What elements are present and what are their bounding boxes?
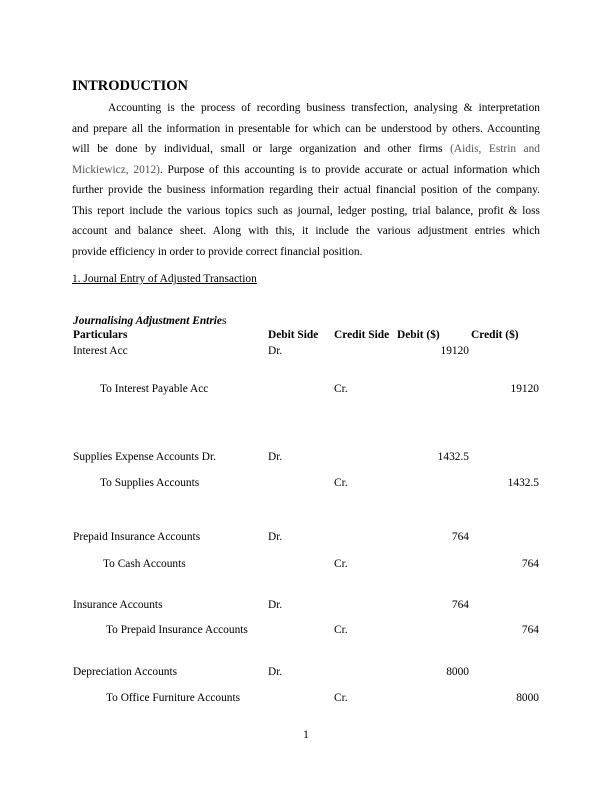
row-debit: 764	[451, 599, 469, 611]
row-particulars: Supplies Expense Accounts Dr.	[73, 451, 216, 463]
row-particulars: To Cash Accounts	[103, 558, 186, 570]
row-side: Cr.	[334, 383, 348, 395]
intro-line: and prepare all the information in presentable for which can be understood by others. Accounting	[72, 122, 540, 135]
row-side: Dr.	[268, 666, 283, 678]
row-credit: 19120	[510, 383, 539, 395]
row-particulars: Insurance Accounts	[73, 599, 163, 611]
table-caption: Journalising Adjustment Entries	[73, 315, 227, 327]
row-debit: 764	[451, 531, 469, 543]
row-particulars: To Prepaid Insurance Accounts	[106, 624, 248, 636]
row-particulars: Prepaid Insurance Accounts	[73, 531, 201, 543]
header-debit-side: Debit Side	[268, 329, 319, 341]
row-particulars: Depreciation Accounts	[73, 666, 178, 678]
header-credit-amount: Credit ($)	[471, 329, 519, 341]
intro-line: will be done by individual, small or large organization and other firms (Aidis, Estrin and	[72, 143, 540, 155]
header-credit-side: Credit Side	[334, 329, 390, 341]
row-particulars: To Supplies Accounts	[100, 477, 200, 489]
intro-paragraph	[72, 98, 540, 262]
row-side: Cr.	[334, 558, 348, 570]
row-credit: 8000	[516, 692, 539, 704]
intro-line: Mickiewicz, 2012). Purpose of this accounting is to provide accurate or actual information which	[72, 163, 540, 176]
row-side: Dr.	[268, 345, 283, 357]
row-debit: 19120	[440, 345, 469, 357]
citation: (Aidis, Estrin and	[450, 143, 540, 155]
row-debit: 8000	[446, 666, 469, 678]
intro-line: provide efficiency in order to provide correct financial position.	[72, 245, 363, 258]
row-particulars: Interest Acc	[73, 345, 128, 357]
header-debit-amount: Debit ($)	[397, 329, 440, 341]
row-side: Cr.	[334, 624, 348, 636]
row-credit: 1432.5	[507, 477, 539, 489]
page-number: 1	[303, 729, 309, 741]
row-particulars: To Interest Payable Acc	[100, 383, 209, 395]
row-side: Cr.	[334, 692, 348, 704]
row-side: Cr.	[334, 477, 348, 489]
row-side: Dr.	[268, 451, 283, 463]
row-credit: 764	[521, 624, 539, 636]
page-heading: INTRODUCTION	[72, 78, 189, 94]
row-side: Dr.	[268, 599, 283, 611]
row-side: Dr.	[268, 531, 283, 543]
section-title: 1. Journal Entry of Adjusted Transaction	[72, 273, 257, 285]
intro-line: further provide the business information regarding their actual financial position of the company.	[72, 184, 540, 196]
row-debit: 1432.5	[437, 451, 469, 463]
intro-line: Accounting is the process of recording business transfection, analysing & interpretation	[108, 102, 540, 114]
intro-line: This report include the various topics such as journal, ledger posting, trial balance, profit & loss	[72, 204, 540, 217]
header-particulars: Particulars	[73, 329, 128, 341]
intro-line: account and balance sheet. Along with this, it include the various adjustment entries which	[72, 225, 540, 237]
row-credit: 764	[521, 558, 539, 570]
citation: Mickiewicz, 2012)	[72, 163, 160, 176]
row-particulars: To Office Furniture Accounts	[106, 692, 241, 704]
